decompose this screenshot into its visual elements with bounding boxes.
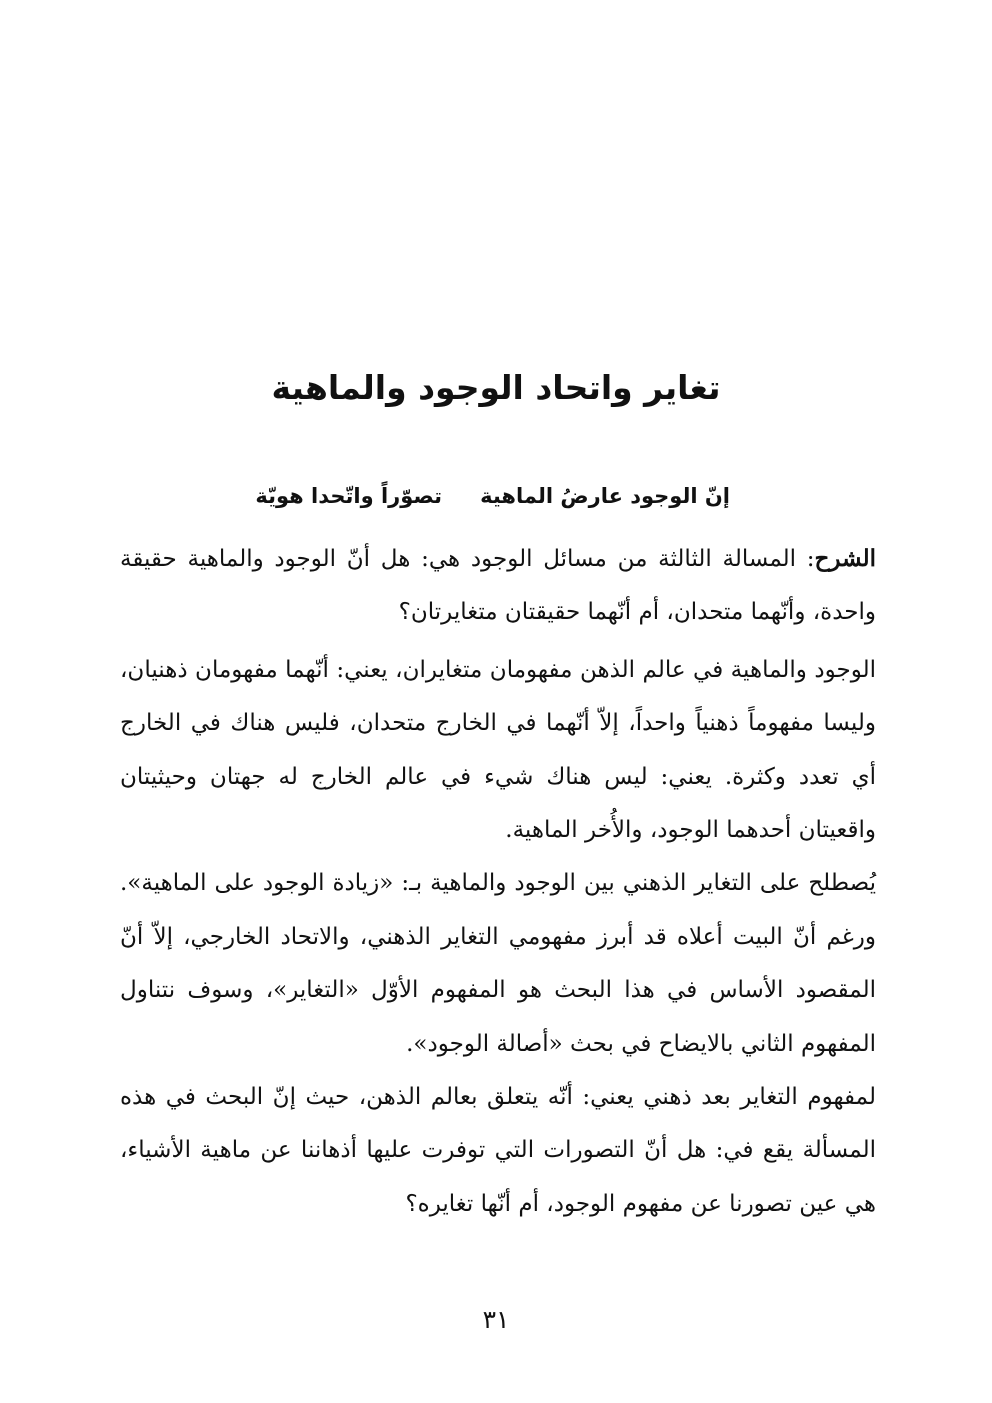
paragraph-sharh [120,532,876,640]
verse-hemistich-2: تصوّراً واتّحدا هويّة [255,484,442,508]
paragraph [120,1071,876,1231]
body-text [120,532,876,1235]
verse [0,470,992,522]
paragraph [120,857,876,1071]
verse-hemistich-1: إنّ الوجود عارضُ الماهية [480,484,730,508]
paragraph-text: يُصطلح على التغاير الذهني بين الوجود والماهية بـ: «زيادة الوجود على الماهية». ورغم أنّ البيت أعلاه قد أبرز مفهومي التغاير الذهني، والاتحاد الخارجي، إلاّ أنّ المقصود الأساس في هذا البحث هو المفهوم الأوّل «التغاير»، وسوف نتناول المفهوم الثاني بالايضاح في بحث «أصالة الوجود». [120,870,876,1057]
paragraph-lead: الشرح [814,545,876,572]
paragraph [120,644,876,858]
chapter-title: تغاير واتحاد الوجود والماهية [271,368,721,407]
page-number: ٣١ [482,1305,510,1334]
paragraph-text: : المسالة الثالثة من مسائل الوجود هي: هل أنّ الوجود والماهية حقيقة واحدة، وأنّهما متحدان، أم أنّهما حقيقتان متغايرتان؟ [120,546,876,626]
paragraph-text: لمفهوم التغاير بعد ذهني يعني: أنّه يتعلق بعالم الذهن، حيث إنّ البحث في هذه المسألة يقع في: هل أنّ التصورات التي توفرت عليها أذهاننا عن ماهية الأشياء، هي عين تصورنا عن مفهوم الوجود، أم أنّها تغايره؟ [120,1084,876,1217]
paragraph-text: الوجود والماهية في عالم الذهن مفهومان متغايران، يعني: أنّهما مفهومان ذهنيان، وليسا مفهوماً ذهنياً واحداً، إلاّ أنّهما في الخارج متحدان، فليس هناك في الخارج أي تعدد وكثرة. يعني: ليس هناك شيء في عالم الخارج له جهتان وحيثيتان واقعيتان أحدهما الوجود، والأُخر الماهية. [120,656,876,844]
